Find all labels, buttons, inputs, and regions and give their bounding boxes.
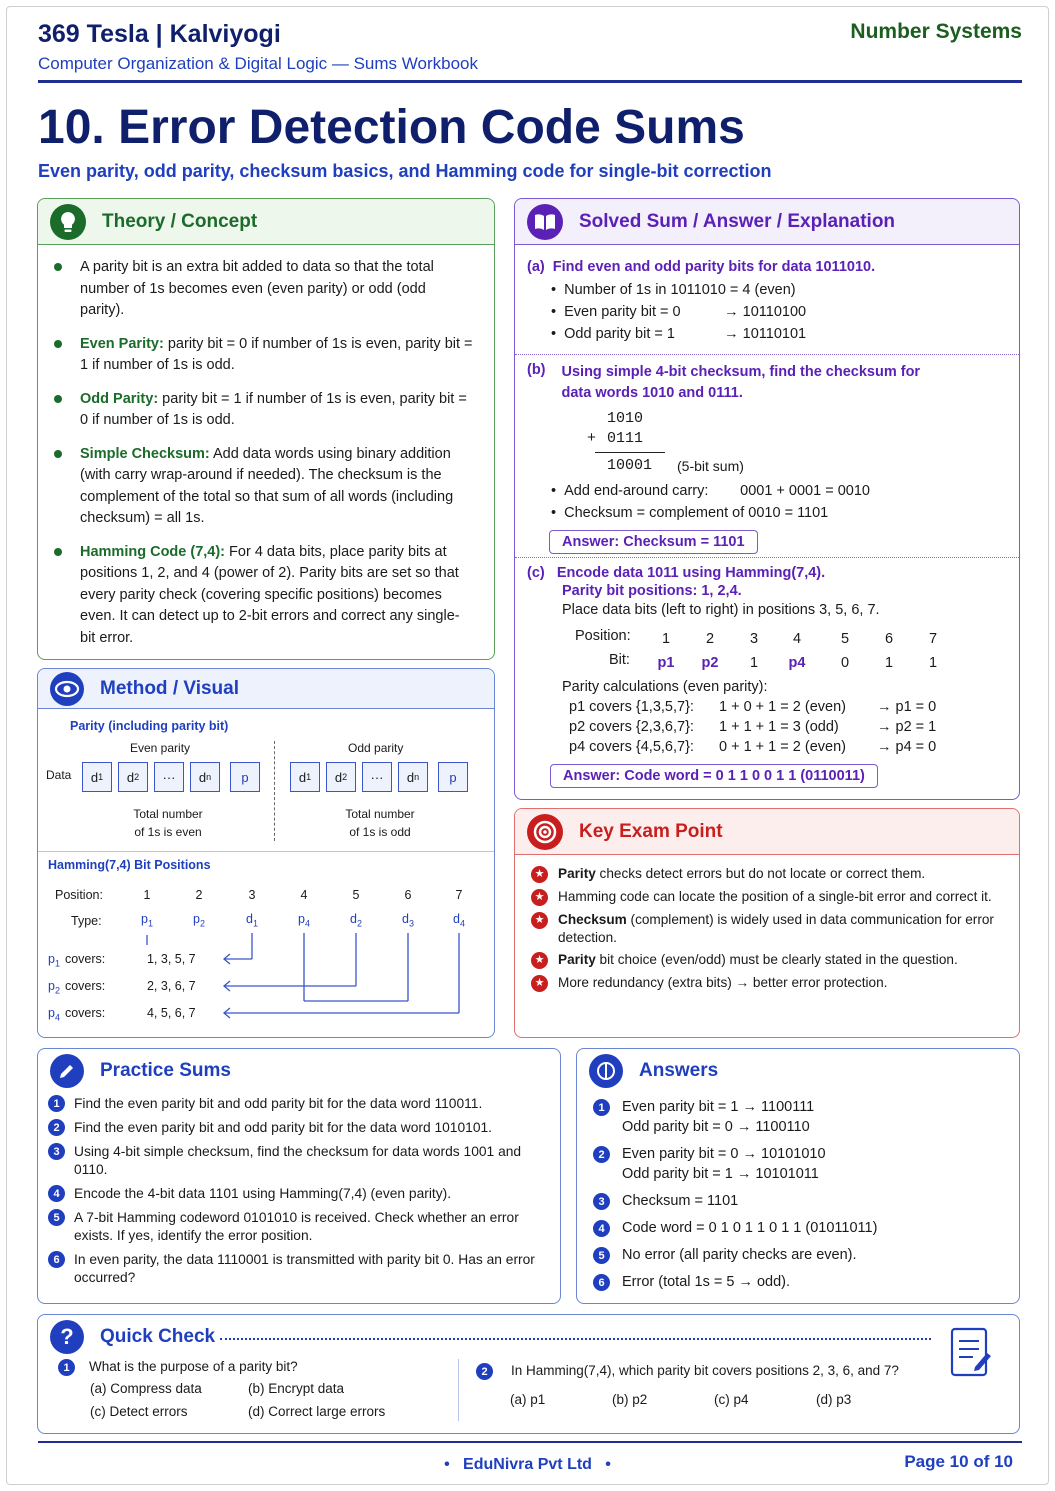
hamming-type: $p_4$ [298,912,310,929]
star-icon: ★ [531,952,548,969]
page-title: 10. Error Detection Code Sums [38,101,745,154]
quick-heading: Quick Check [100,1326,216,1347]
quick-q2-option-a[interactable]: (a) p1 [510,1392,546,1407]
practice-item: 3 Using 4-bit simple checksum, find the checksum for data words 1001 and 0110. [48,1143,544,1179]
quick-q1-option-d[interactable]: (d) Correct large errors [248,1404,386,1419]
theory-header [38,199,494,245]
quick-q1-option-c[interactable]: (c) Detect errors [90,1404,188,1419]
hamming-position: 1 [143,888,151,902]
footer-company: • EduNivra Pvt Ltd • [444,1456,611,1473]
practice-item: 5 A 7-bit Hamming codeword 0101010 is received. Check whether an error exists. If yes, identify the error position. [48,1209,544,1245]
key-item: ★ Parity bit choice (even/odd) must be clearly stated in the question. [531,951,1003,969]
encode-position: 4 [792,631,802,647]
divider [515,557,1019,558]
quick-q1: 1 What is the purpose of a parity bit? (a) Compress data (b) Encrypt data (c) Detect errors (d) Correct large errors [58,1359,458,1419]
hamming-type: $d_3$ [402,912,414,929]
quick-q2-option-d[interactable]: (d) p3 [816,1392,852,1407]
answer-item: 6 Error (total 1s = 5 → odd). [593,1272,1003,1292]
topic-label: Number Systems [850,20,1022,43]
solved-part-a: (a) Find even and odd parity bits for data 1011010. • Number of 1s in 1011010 = 4 (even) • Even parity bit = 0 → 10110100 • Odd parity bit = 1 → 10110101 [527,259,876,342]
answers-heading: Answers [639,1060,719,1081]
key-header [515,809,1019,855]
parity-bit-cell: p [438,762,468,792]
hamming-cover-row: $p_1$ covers: 1, 3, 5, 7 [48,952,196,969]
encode-bit: 0 [840,655,850,671]
encode-position: 2 [705,631,715,647]
hamming-type: $d_1$ [246,912,258,929]
answers-list [577,1093,1019,1292]
key-item: ★ Checksum (complement) is widely used in data communication for error detection. [531,911,1003,946]
data-label: Data [46,768,72,782]
lightbulb-icon [50,204,86,240]
key-item: ★ More redundancy (extra bits) → better error protection. [531,974,1003,992]
hamming-position: 2 [195,888,203,902]
star-icon: ★ [531,889,548,906]
odd-parity-label: Odd parity [348,741,404,755]
star-icon: ★ [531,866,548,883]
data-bit-cell: ··· [362,762,392,792]
parity-bit-cell: p [230,762,260,792]
answers-box [576,1048,1020,1304]
answer-item: 1 Even parity bit = 1 → 1100111 Odd parity bit = 0 → 1100110 [593,1097,1003,1137]
even-parity-label: Even parity [130,741,191,755]
practice-item: 2 Find the even parity bit and odd parity bit for the data word 1010101. [48,1119,544,1137]
encode-bit: p4 [788,655,806,671]
hamming-type: $p_2$ [193,912,205,929]
practice-header [38,1049,560,1093]
encode-bit: 1 [749,655,759,671]
answer-item: 4 Code word = 0 1 0 1 1 0 1 1 (01011011) [593,1218,1003,1238]
answers-header [577,1049,1019,1093]
hamming-position: 4 [300,888,308,902]
data-bit-cell: d 1 [290,762,320,792]
parity-title: Parity (including parity bit) [70,719,229,733]
key-heading: Key Exam Point [579,820,723,842]
hamming-encode-table: Position: Bit: [575,628,631,668]
solved-a-question: Find even and odd parity bits for data 1011010. [552,259,876,275]
solved-header [515,199,1019,245]
course-title: Computer Organization & Digital Logic — Sums Workbook [38,54,478,73]
quick-q1-option-a[interactable]: (a) Compress data [90,1381,202,1396]
divider [515,354,1019,355]
key-item: ★ Hamming code can locate the position of a single-bit error and correct it. [531,888,1003,906]
key-list [515,855,1019,992]
checklist-icon [949,1323,993,1384]
practice-list [38,1093,560,1287]
data-bit-cell: ··· [154,762,184,792]
encode-position: 5 [840,631,850,647]
book-icon [527,204,563,240]
encode-position: 1 [661,631,671,647]
quick-q2-option-b[interactable]: (b) p2 [612,1392,648,1407]
theory-item: Hamming Code (7,4): For 4 data bits, place parity bits at positions 1, 2, and 4 (power of 2). Parity bits are set so that every parity check (covering specific positions) becomes even. It can detect up to 2-bit errors and correct any single-bit error. [54,542,474,650]
encode-position: 6 [884,631,894,647]
hamming-type: $d_4$ [453,912,465,929]
solved-part-b: (b) Using simple 4-bit checksum, find the checksum for data words 1010 and 0111. 1010 + 0111 10001 (5-bit sum) • Add end-around carry: 0001 + 0001 = 0010 • Checksum = complement of 0010 = 1101 Answer: Checksum = 1101 [527,362,1007,554]
hamming-type: $p_1$ [141,912,153,929]
solved-box [514,198,1020,800]
answer-item: 3 Checksum = 1101 [593,1191,1003,1211]
solved-c-answer: Answer: Code word = 0 1 1 0 0 1 1 (0110011) [550,764,878,788]
encode-bit: p1 [657,655,675,671]
solved-b-answer: Answer: Checksum = 1101 [549,530,758,554]
hamming-cover-row: $p_2$ covers: 2, 3, 6, 7 [48,979,196,996]
hamming-position: 5 [352,888,360,902]
quick-check-box [37,1314,1020,1434]
practice-box [37,1048,561,1304]
practice-heading: Practice Sums [100,1060,231,1081]
theory-item: A parity bit is an extra bit added to data so that the total number of 1s becomes even (even parity) or odd (odd parity). [54,257,474,322]
hamming-type: $d_2$ [350,912,362,929]
hamming-position: 7 [455,888,463,902]
target-icon [527,814,563,850]
answer-item: 5 No error (all parity checks are even). [593,1245,1003,1265]
theory-item: Odd Parity: parity bit = 1 if number of 1s is even, parity bit = 0 if number of 1s is odd. [54,389,474,432]
key-item: ★ Parity checks detect errors but do not locate or correct them. [531,865,1003,883]
encode-bit: 1 [884,655,894,671]
answer-item: 2 Even parity bit = 0 → 10101010 Odd parity bit = 1 → 10101011 [593,1144,1003,1184]
data-bit-cell: d 2 [118,762,148,792]
theory-box [37,198,495,660]
quick-q2-option-c[interactable]: (c) p4 [714,1392,749,1407]
hamming-position: 3 [248,888,256,902]
page-subtitle: Even parity, odd parity, checksum basics, and Hamming code for single-bit correction [38,161,772,181]
encode-position: 3 [749,631,759,647]
header-divider [38,80,1022,83]
theory-item: Even Parity: parity bit = 0 if number of 1s is even, parity bit = 1 if number of 1s is odd. [54,334,474,377]
solved-part-c: (c) Encode data 1011 using Hamming(7,4). Parity bit positions: 1, 2,4. Place data bits (left to right) in positions 3, 5, 6, 7. Position: Bit: Parity calculations (even parity): p1 covers {1,3,5,7}: 1 + 0 + 1 = 2 (even) → p1 = 0 p2 covers {2,3,6,7}: 1 + 1 + 1 = 3 (odd) → p2 = 1 p4 covers {4,5,6,7}: 0 + 1 + 1 = 2 (even) → p4 = 0 Answer: Code word = 0 1 1 0 0 1 1 (0110011) [527,565,1007,788]
data-bit-cell: d 1 [82,762,112,792]
quick-q1-option-b[interactable]: (b) Encrypt data [248,1381,345,1396]
key-exam-box [514,808,1020,1038]
hamming-cover-row: $p_4$ covers: 4, 5, 6, 7 [48,1006,196,1023]
pencil-icon [50,1054,84,1088]
star-icon: ★ [531,912,548,929]
hamming-title: Hamming(7,4) Bit Positions [48,858,211,872]
encode-position: 7 [928,631,938,647]
brand-title: 369 Tesla | Kalviyogi [38,20,281,48]
method-heading: Method / Visual [100,677,240,699]
hamming-position: 6 [404,888,412,902]
footer-divider [38,1441,1022,1443]
brain-icon [589,1054,623,1088]
theory-item: Simple Checksum: Add data words using binary addition (with carry wrap-around if needed). The checksum is the complement of the total so that sum of all words (including checksum) = all 1s. [54,444,474,530]
quick-header [38,1315,1019,1359]
star-icon: ★ [531,975,548,992]
data-bit-cell: d 2 [326,762,356,792]
question-icon: ? [50,1320,84,1354]
solved-heading: Solved Sum / Answer / Explanation [579,210,896,232]
practice-item: 6 In even parity, the data 1110001 is transmitted with parity bit 0. Has an error occurred? [48,1251,544,1287]
data-bit-cell: d n [190,762,220,792]
quick-q2: 2 In Hamming(7,4), which parity bit covers positions 2, 3, 6, and 7? (a) p1 (b) p2 (c) p4 (d) p3 [476,1363,936,1407]
page-number: Page 10 of 10 [904,1452,1013,1471]
practice-item: 1 Find the even parity bit and odd parity bit for the data word 110011. [48,1095,544,1113]
theory-list [38,245,494,649]
encode-bit: p2 [701,655,719,671]
method-box: Method / Visual Parity (including parity bit) Even parity Odd parity Data d 1 d 2 ··· d n p d 1 d 2 ··· d n p Total number of 1s is even Total number of 1s is odd Hamming(7,4) Bit Positions Position: Type: 1 $p_1$ 2 $p_2$ 3 $d_1$ 4 $p_4$ 5 $d_2$ 6 $d_3$ 7 $d_4$ $p_1$ covers: 1, 3, 5, 7 $p_2$ covers: 2, 3, 6, 7 $p_4$ covers: 4, 5, 6, 7 [37,668,495,1038]
theory-heading: Theory / Concept [102,210,258,232]
practice-item: 4 Encode the 4-bit data 1101 using Hamming(7,4) (even parity). [48,1185,544,1203]
encode-bit: 1 [928,655,938,671]
data-bit-cell: d n [398,762,428,792]
